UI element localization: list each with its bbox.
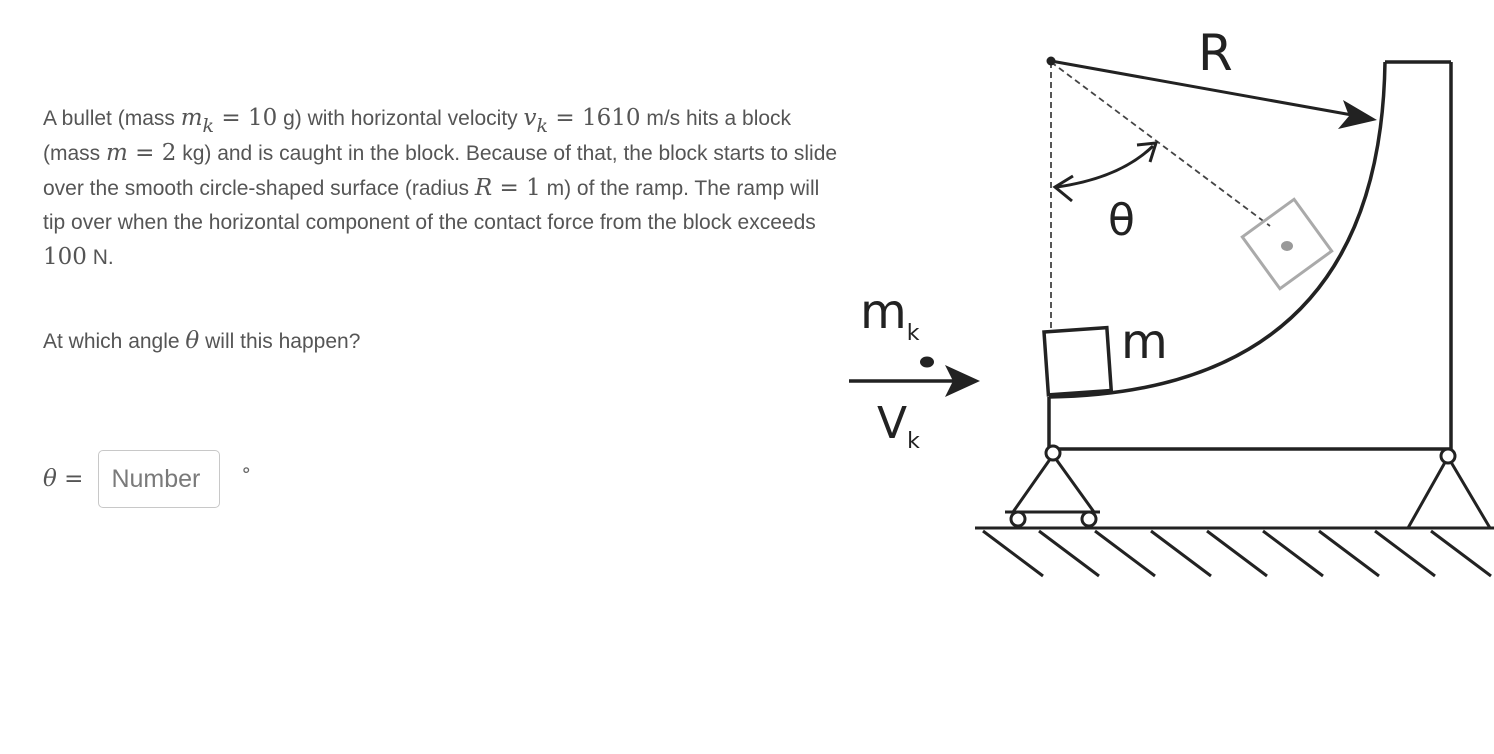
answer-row [43, 449, 251, 509]
ground [975, 528, 1494, 576]
right-support [1408, 449, 1490, 528]
block-mass-expression: m = 2 [106, 140, 177, 166]
velocity-arrow [849, 365, 980, 397]
answer-label: θ = [43, 466, 84, 492]
theta-arc [1055, 143, 1156, 201]
bullet-velocity-expression: $v_k = 1610$ [523, 105, 641, 137]
ramp-figure [840, 0, 1494, 600]
label-bullet-mass: $m_k$ [860, 284, 920, 346]
bullet-mass-expression: $m_k = 10$ [180, 105, 278, 137]
question-text: At which angle θ will this happen? [43, 328, 361, 354]
degree-unit: ° [241, 464, 251, 486]
problem-paragraph: A bullet (mass $m_k = 10$ g) with horizontal velocity $v_k = 1610$ m/s hits a block (mass m = 2 kg) and is caught in the block. Because of that, the block starts to slide over the smooth circle-shaped surface (radius R = 1 m) of the ramp. The ramp will tip over when the horizontal component of the contact force from the block exceeds 100 N. [43, 105, 838, 270]
bullet [920, 357, 934, 368]
problem-statement [43, 101, 843, 275]
label-theta: θ [1108, 195, 1135, 246]
label-radius: R [1198, 24, 1233, 82]
label-block-mass: m [1121, 314, 1168, 370]
block-m [1044, 328, 1111, 395]
theta-answer-input[interactable] [98, 450, 220, 508]
theta-symbol: θ [185, 328, 200, 354]
block-ghost-position [1242, 199, 1331, 288]
label-bullet-velocity: $V_k$ [877, 398, 920, 454]
left-support [1005, 446, 1100, 526]
force-threshold-value: 100 [43, 244, 87, 270]
angle-reference-line [1051, 62, 1270, 226]
radius-expression: R = 1 [474, 175, 541, 201]
